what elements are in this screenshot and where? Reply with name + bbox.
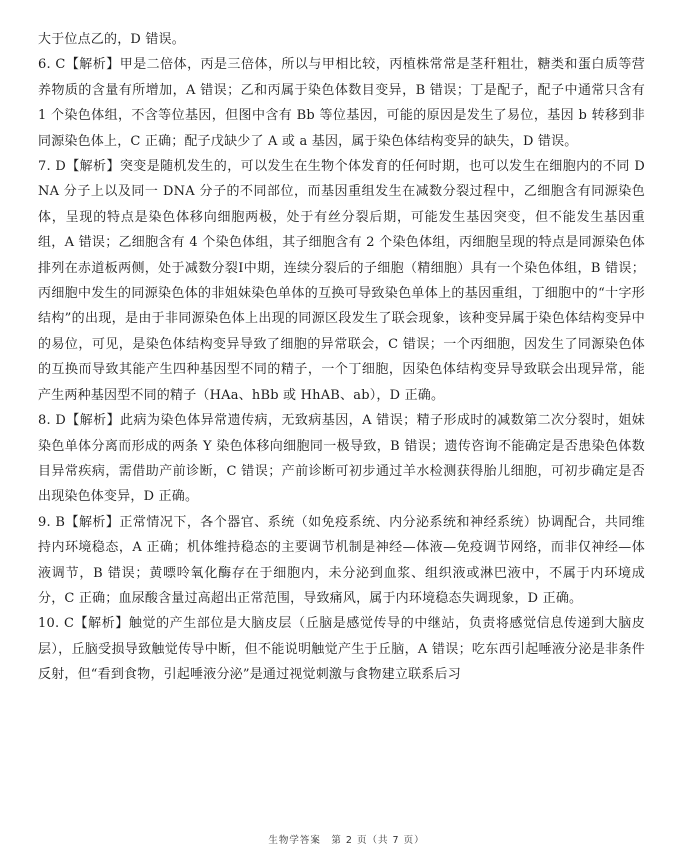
paragraph-q6: 6. C【解析】甲是二倍体，丙是三倍体，所以与甲相比较，丙植株常常是茎秆粗壮，糖类和蛋白质等营养物质的含量有所增加，A 错误；乙和丙属于染色体数目变异，B 错误；丁是配子，配子中通常只含有 1 个染色体组，不含等位基因，但图中含有 Bb 等位基因，可能的原因是发生了易位，基因 b 转移到非同源染色体上，C 正确；配子戊缺少了 A 或 a 基因，属于染色体结构变异的缺失，D 错误。 [38,57,645,149]
paragraph-q8: 8. D【解析】此病为染色体异常遗传病，无致病基因，A 错误；精子形成时的减数第二次分裂时，姐妹染色单体分离而形成的两条 Y 染色体移向细胞同一极导致，B 错误；遗传咨询不能确定是否患染色体数目异常疾病，需借助产前诊断，C 错误；产前诊断可初步通过羊水检测获得胎儿细胞，可初步确定是否出现染色体变异，D 正确。 [38,413,645,505]
paragraph-q10: 10. C【解析】触觉的产生部位是大脑皮层（丘脑是感觉传导的中继站，负责将感觉信息传递到大脑皮层），丘脑受损导致触觉传导中断，但不能说明触觉产生于丘脑，A 错误；吃东西引起唾液分泌是非条件反射，但“看到食物，引起唾液分泌”是通过视觉刺激与食物建立联系后习 [38,616,645,683]
paragraph-q7: 7. D【解析】突变是随机发生的，可以发生在生物个体发育的任何时期，也可以发生在细胞内的不同 DNA 分子上以及同一 DNA 分子的不同部位，而基因重组发生在减数分裂过程中，乙细胞含有同源染色体，呈现的特点是染色体移向细胞两极，处于有丝分裂后期，可能发生基因突变，但不能发生基因重组，A 错误；乙细胞含有 4 个染色体组，其子细胞含有 2 个染色体组，丙细胞呈现的特点是同源染色体排列在赤道板两侧，处于减数分裂Ⅰ中期，连续分裂后的子细胞（精细胞）具有一个染色体组，B 错误；丙细胞中发生的同源染色体的非姐妹染色单体的互换可导致染色单体上的基因重组，丁细胞中的“十字形结构”的出现，是由于非同源染色体上出现的同源区段发生了联会现象，该种变异属于染色体结构变异中的易位，可见，是染色体结构变异导致了细胞的异常联会，C 错误；一个丙细胞，因发生了同源染色体的互换而导致其能产生四种基因型不同的精子，一个丁细胞，因染色体结构变异导致联会出现异常，能产生两种基因型不同的精子（HAa、hBb 或 HhAB、ab），D 正确。 [38,159,645,403]
answer-text [38,27,645,688]
paragraph-q9: 9. B【解析】正常情况下，各个器官、系统（如免疫系统、内分泌系统和神经系统）协调配合，共同维持内环境稳态，A 正确；机体维持稳态的主要调节机制是神经—体液—免疫调节网络，而非仅神经—体液调节，B 错误；黄嘌呤氧化酶存在于细胞内，未分泌到血浆、组织液或淋巴液中，不属于内环境成分，C 正确；血尿酸含量过高超出正常范围，导致痛风，属于内环境稳态失调现象，D 正确。 [38,514,645,606]
paragraph-continuation: 大于位点乙的，D 错误。 [38,32,185,47]
page-footer: 生物学答案 第 2 页（共 7 页） [268,835,425,846]
